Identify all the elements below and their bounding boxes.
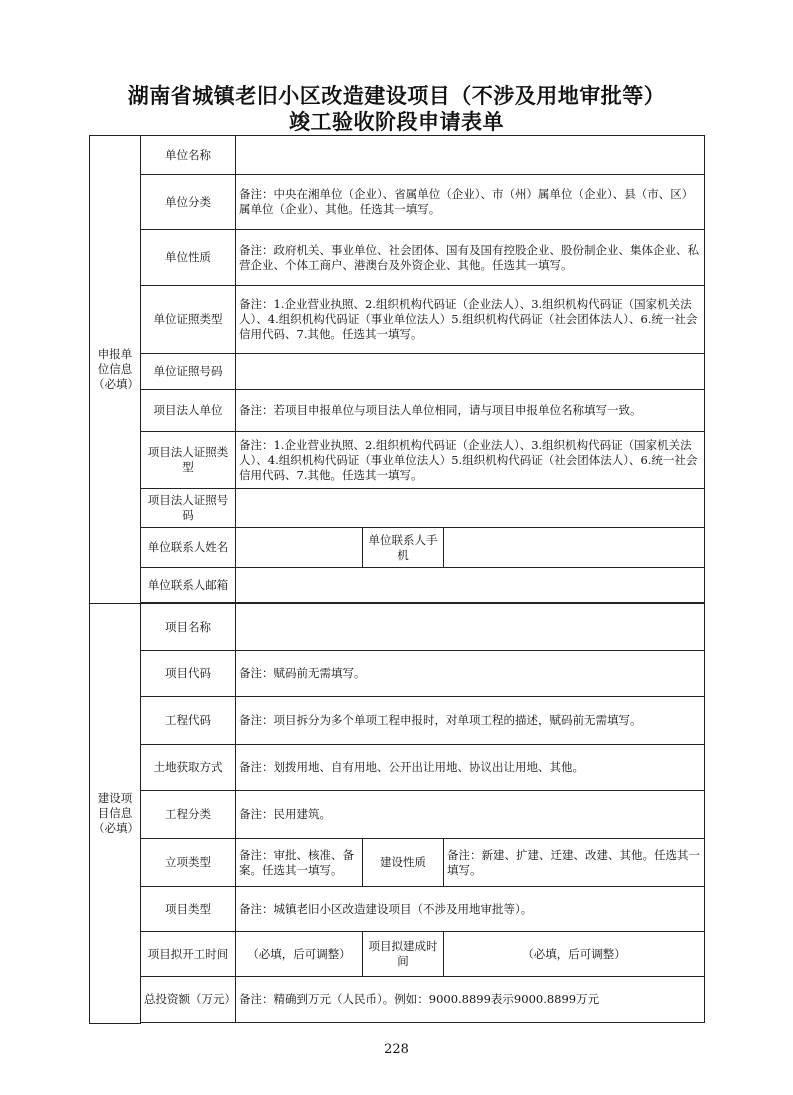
application-form-table [89,135,705,1024]
start-field[interactable]: （必填，后可调整） [236,932,363,977]
build-nature-label: 建设性质 [363,839,444,887]
land-field[interactable]: 备注：划拨用地、自有用地、公开出让用地、协议出让用地、其他。 [236,745,705,791]
land-label: 土地获取方式 [141,745,236,791]
legal-cert-type-label: 项目法人证照类型 [141,432,236,489]
row-proj-type [90,887,705,932]
contact-name-field[interactable] [236,528,363,568]
proj-type-field[interactable]: 备注：城镇老旧小区改造建设项目（不涉及用地审批等）。 [236,887,705,932]
legal-cert-type-field[interactable]: 备注：1.企业营业执照、2.组织机构代码证（企业法人）、3.组织机构代码证（国家机关法人）、4.组织机构代码证（事业单位法人）5.组织机构代码证（社会团体法人）、6.统一社会信用代码、7.其他。任选其一填写。 [236,432,705,489]
row-spacer-2 [90,1023,705,1024]
project-name-field[interactable] [236,604,705,651]
unit-cert-type-label: 单位证照类型 [141,286,236,354]
eng-code-label: 工程代码 [141,697,236,745]
contact-phone-label: 单位联系人手机 [363,528,444,568]
row-unit-cert-no [90,354,705,390]
page-number: 228 [384,1042,409,1057]
contact-email-label: 单位联系人邮箱 [141,568,236,603]
legal-cert-no-field[interactable] [236,489,705,528]
row-legal-cert-type [90,432,705,489]
start-label: 项目拟开工时间 [141,932,236,977]
proj-type-label: 项目类型 [141,887,236,932]
row-legal-cert-no [90,489,705,528]
project-name-label: 项目名称 [141,604,236,651]
approval-type-label: 立项类型 [141,839,236,887]
invest-field[interactable]: 备注：精确到万元（人民币）。例如：9000.8899表示9000.8899万元 [236,977,705,1023]
unit-class-label: 单位分类 [141,175,236,230]
row-project-code [90,651,705,697]
unit-cert-no-field[interactable] [236,354,705,390]
build-nature-field[interactable]: 备注：新建、扩建、迁建、改建、其他。任选其一填写。 [444,839,705,887]
form-title-line1: 湖南省城镇老旧小区改造建设项目（不涉及用地审批等） [127,83,666,108]
row-contact-email [90,568,705,603]
row-legal-unit [90,390,705,432]
row-eng-code [90,697,705,745]
invest-label: 总投资额（万元） [141,977,236,1023]
spacer-cell-2 [141,1023,705,1024]
row-unit-name [90,136,705,175]
row-project-name [90,604,705,651]
end-label: 项目拟建成时间 [363,932,444,977]
row-unit-nature [90,230,705,286]
contact-phone-field[interactable] [444,528,705,568]
unit-name-field[interactable] [236,136,705,175]
row-contact [90,528,705,568]
unit-nature-label: 单位性质 [141,230,236,286]
approval-type-field[interactable]: 备注：审批、核准、备案。任选其一填写。 [236,839,363,887]
form-title-line2: 竣工验收阶段申请表单 [289,109,504,134]
eng-class-label: 工程分类 [141,791,236,839]
row-schedule [90,932,705,977]
unit-cert-type-field[interactable]: 备注：1.企业营业执照、2.组织机构代码证（企业法人）、3.组织机构代码证（国家机关法人）、4.组织机构代码证（事业单位法人）5.组织机构代码证（社会团体法人）、6.统一社会信用代码、7.其他。任选其一填写。 [236,286,705,354]
legal-unit-field[interactable]: 备注：若项目申报单位与项目法人单位相同，请与项目申报单位名称填写一致。 [236,390,705,432]
project-code-label: 项目代码 [141,651,236,697]
contact-email-field[interactable] [236,568,705,603]
legal-cert-no-label: 项目法人证照号码 [141,489,236,528]
eng-code-field[interactable]: 备注：项目拆分为多个单项工程申报时，对单项工程的描述，赋码前无需填写。 [236,697,705,745]
row-land [90,745,705,791]
row-unit-cert-type [90,286,705,354]
unit-class-field[interactable]: 备注：中央在湘单位（企业）、省属单位（企业）、市（州）属单位（企业）、县（市、区）属单位（企业）、其他。任选其一填写。 [236,175,705,230]
row-invest [90,977,705,1023]
eng-class-field[interactable]: 备注：民用建筑。 [236,791,705,839]
end-field[interactable]: （必填，后可调整） [444,932,705,977]
section-project-label: 建设项目信息（必填） [90,604,141,1024]
unit-nature-field[interactable]: 备注：政府机关、事业单位、社会团体、国有及国有控股企业、股份制企业、集体企业、私营企业、个体工商户、港澳台及外资企业、其他。任选其一填写。 [236,230,705,286]
unit-cert-no-label: 单位证照号码 [141,354,236,390]
row-approval [90,839,705,887]
legal-unit-label: 项目法人单位 [141,390,236,432]
row-unit-class [90,175,705,230]
row-eng-class [90,791,705,839]
contact-name-label: 单位联系人姓名 [141,528,236,568]
project-code-field[interactable]: 备注：赋码前无需填写。 [236,651,705,697]
unit-name-label: 单位名称 [141,136,236,175]
section-applicant-label: 申报单位信息（必填） [90,136,141,604]
